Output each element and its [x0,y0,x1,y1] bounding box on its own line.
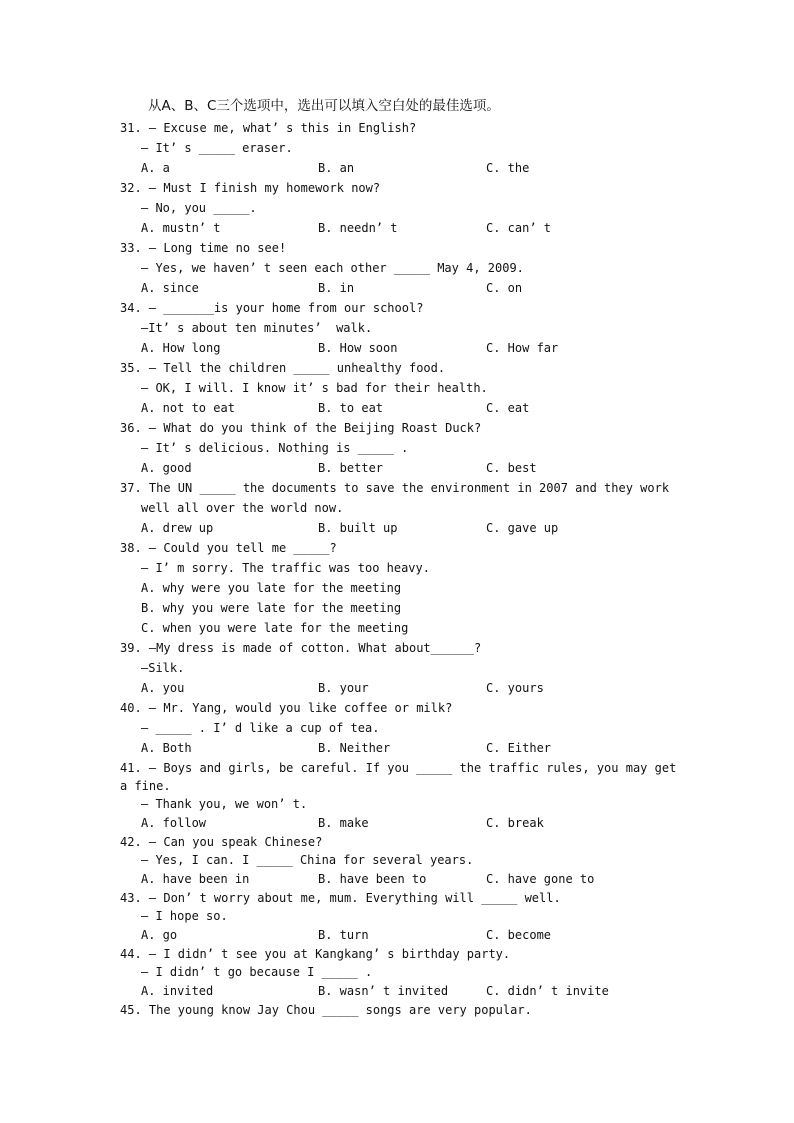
question-line: — OK, I will. I know it’ s bad for their health. [141,381,488,395]
question-stem: 41. — Boys and girls, be careful. If you _____ the traffic rules, you may get [120,761,677,775]
answer-option-a: A. How long [141,341,221,355]
question-stem: 33. — Long time no see! [120,241,287,255]
answer-option-a: A. not to eat [141,401,235,415]
question-stem: 44. — I didn’ t see you at Kangkang’ s birthday party. [120,947,511,961]
question-line: — It’ s delicious. Nothing is _____ . [141,441,409,455]
answer-option-c: C. become [486,928,552,942]
question-stem: 43. — Don’ t worry about me, mum. Everything will _____ well. [120,891,561,905]
question-line: well all over the world now. [141,501,344,515]
question-line: — Yes, I can. I _____ China for several years. [141,853,474,867]
question-line: B. why you were late for the meeting [141,601,402,615]
question-line: — I didn’ t go because I _____ . [141,965,373,979]
answer-option-b: B. needn’ t [318,221,398,235]
answer-option-a: A. Both [141,741,192,755]
answer-option-c: C. How far [486,341,559,355]
answer-option-c: C. can’ t [486,221,552,235]
answer-option-c: C. gave up [486,521,559,535]
answer-option-b: B. your [318,681,369,695]
question-line: —It’ s about ten minutes’ walk. [141,321,373,335]
question-line: — Yes, we haven’ t seen each other _____ May 4, 2009. [141,261,524,275]
question-line: a fine. [120,779,171,793]
question-stem: 38. — Could you tell me _____? [120,541,337,555]
answer-option-a: A. follow [141,816,207,830]
answer-option-a: A. a [141,161,170,175]
answer-option-b: B. better [318,461,384,475]
answer-option-b: B. an [318,161,355,175]
answer-option-a: A. drew up [141,521,214,535]
question-stem: 37. The UN _____ the documents to save the environment in 2007 and they work [120,481,670,495]
question-line: — I hope so. [141,909,228,923]
answer-option-c: C. Either [486,741,552,755]
answer-option-a: A. since [141,281,199,295]
question-stem: 34. — _______is your home from our school? [120,301,424,315]
question-line: — It’ s _____ eraser. [141,141,293,155]
question-line: — No, you _____. [141,201,257,215]
answer-option-b: B. wasn’ t invited [318,984,449,998]
answer-option-b: B. make [318,816,369,830]
answer-option-a: A. you [141,681,185,695]
question-line: —Silk. [141,661,185,675]
question-stem: 31. — Excuse me, what’ s this in English? [120,121,417,135]
answer-option-c: C. eat [486,401,530,415]
answer-option-a: A. good [141,461,192,475]
answer-option-b: B. How soon [318,341,398,355]
answer-option-a: A. have been in [141,872,250,886]
question-line: A. why were you late for the meeting [141,581,402,595]
answer-option-c: C. break [486,816,544,830]
answer-option-c: C. the [486,161,530,175]
answer-option-b: B. have been to [318,872,427,886]
answer-option-b: B. Neither [318,741,391,755]
question-stem: 40. — Mr. Yang, would you like coffee or milk? [120,701,453,715]
question-stem: 35. — Tell the children _____ unhealthy food. [120,361,446,375]
question-line: C. when you were late for the meeting [141,621,409,635]
answer-option-c: C. on [486,281,523,295]
question-line: — Thank you, we won’ t. [141,797,308,811]
question-stem: 39. —My dress is made of cotton. What about______? [120,641,482,655]
answer-option-a: A. invited [141,984,214,998]
answer-option-c: C. yours [486,681,544,695]
question-stem: 32. — Must I finish my homework now? [120,181,381,195]
question-stem: 42. — Can you speak Chinese? [120,835,323,849]
answer-option-b: B. turn [318,928,369,942]
answer-option-c: C. have gone to [486,872,595,886]
question-line: — I’ m sorry. The traffic was too heavy. [141,561,430,575]
answer-option-b: B. built up [318,521,398,535]
instruction-heading: 从A、B、C三个选项中，选出可以填入空白处的最佳选项。 [148,98,500,114]
question-line: — _____ . I’ d like a cup of tea. [141,721,380,735]
answer-option-b: B. to eat [318,401,384,415]
answer-option-b: B. in [318,281,355,295]
answer-option-c: C. didn’ t invite [486,984,609,998]
question-stem: 45. The young know Jay Chou _____ songs are very popular. [120,1003,532,1017]
answer-option-a: A. go [141,928,178,942]
answer-option-a: A. mustn’ t [141,221,221,235]
question-stem: 36. — What do you think of the Beijing Roast Duck? [120,421,482,435]
answer-option-c: C. best [486,461,537,475]
